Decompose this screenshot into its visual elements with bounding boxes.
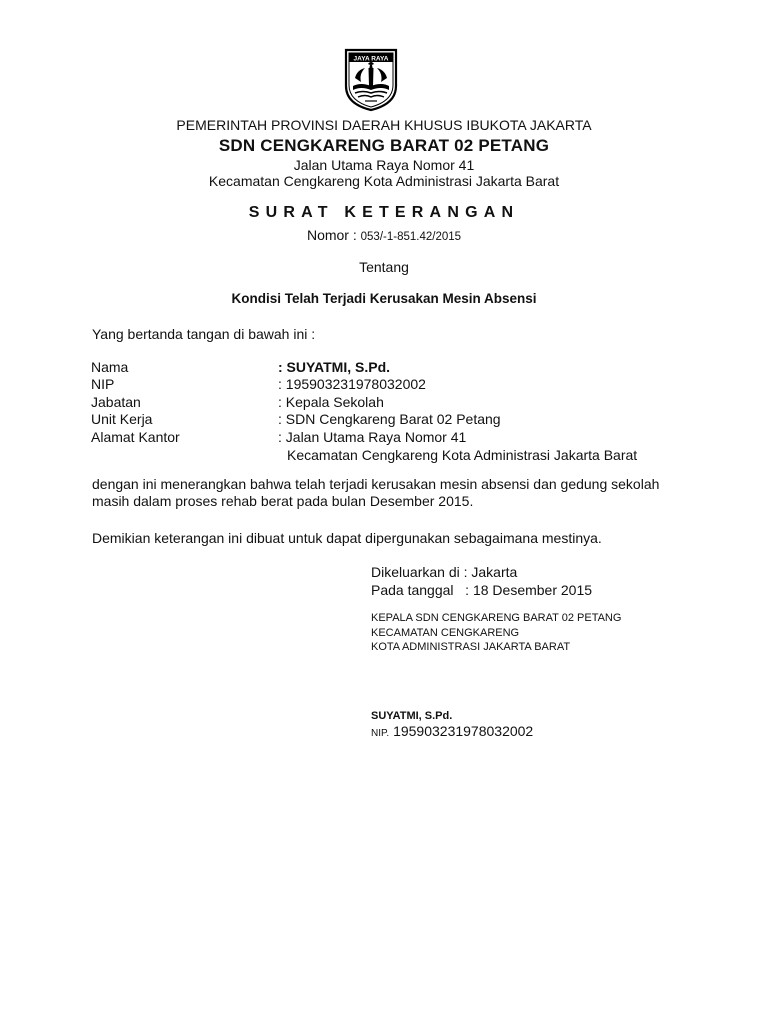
jakarta-emblem-icon (343, 48, 399, 112)
opening-text: Yang bertanda tangan di bawah ini : (92, 326, 316, 342)
nip-value: : 195903231978032002 (278, 376, 426, 392)
letter-title: SURAT KETERANGAN (248, 204, 520, 221)
office-label: Alamat Kantor (91, 429, 180, 445)
statement-line1: dengan ini menerangkan bahwa telah terjadi kerusakan mesin absensi dan gedung sekolah (92, 476, 660, 492)
issued-on: Pada tanggal : 18 Desember 2015 (371, 582, 593, 598)
signer-title-line3: KOTA ADMINISTRASI JAKARTA BARAT (371, 641, 571, 653)
office-value-line1: : Jalan Utama Raya Nomor 41 (278, 429, 467, 445)
about-label: Tentang (359, 259, 409, 275)
name-value: : SUYATMI, S.Pd. (278, 359, 391, 375)
closing-paragraph: Demikian keterangan ini dibuat untuk dapat dipergunakan sebagaimana mestinya. (92, 530, 602, 546)
school-address-line1: Jalan Utama Raya Nomor 41 (293, 157, 475, 173)
letter-number-value: 053/-1-851.42/2015 (360, 231, 462, 243)
school-name: SDN CENGKARENG BARAT 02 PETANG (218, 136, 550, 155)
school-address-line2: Kecamatan Cengkareng Kota Administrasi Jakarta Barat (208, 173, 560, 189)
office-value-line2: Kecamatan Cengkareng Kota Administrasi Jakarta Barat (287, 447, 638, 463)
position-value: : Kepala Sekolah (278, 394, 384, 410)
letter-subject: Kondisi Telah Terjadi Kerusakan Mesin Absensi (231, 291, 537, 306)
signer-title-line1: KEPALA SDN CENGKARENG BARAT 02 PETANG (371, 612, 622, 624)
signer-nip (371, 723, 533, 739)
unit-value: : SDN Cengkareng Barat 02 Petang (278, 411, 501, 427)
government-name: PEMERINTAH PROVINSI DAERAH KHUSUS IBUKOTA JAKARTA (176, 117, 592, 133)
signer-name: SUYATMI, S.Pd. (371, 710, 453, 722)
nip-label: NIP (91, 376, 115, 392)
signer-nip-label: NIP. (371, 728, 390, 739)
name-label: Nama (91, 359, 129, 375)
signer-nip-value: 195903231978032002 (393, 723, 534, 739)
signer-title-line2: KECAMATAN CENGKARENG (371, 627, 520, 639)
letter-number (0, 227, 768, 243)
statement-paragraph (92, 476, 692, 510)
emblem-text: JAYA RAYA (353, 55, 389, 63)
unit-label: Unit Kerja (91, 411, 153, 427)
position-label: Jabatan (91, 394, 141, 410)
letter-number-label: Nomor : (306, 227, 357, 243)
issued-at: Dikeluarkan di : Jakarta (371, 564, 518, 580)
statement-line2: masih dalam proses rehab berat pada bulan Desember 2015. (92, 493, 474, 509)
